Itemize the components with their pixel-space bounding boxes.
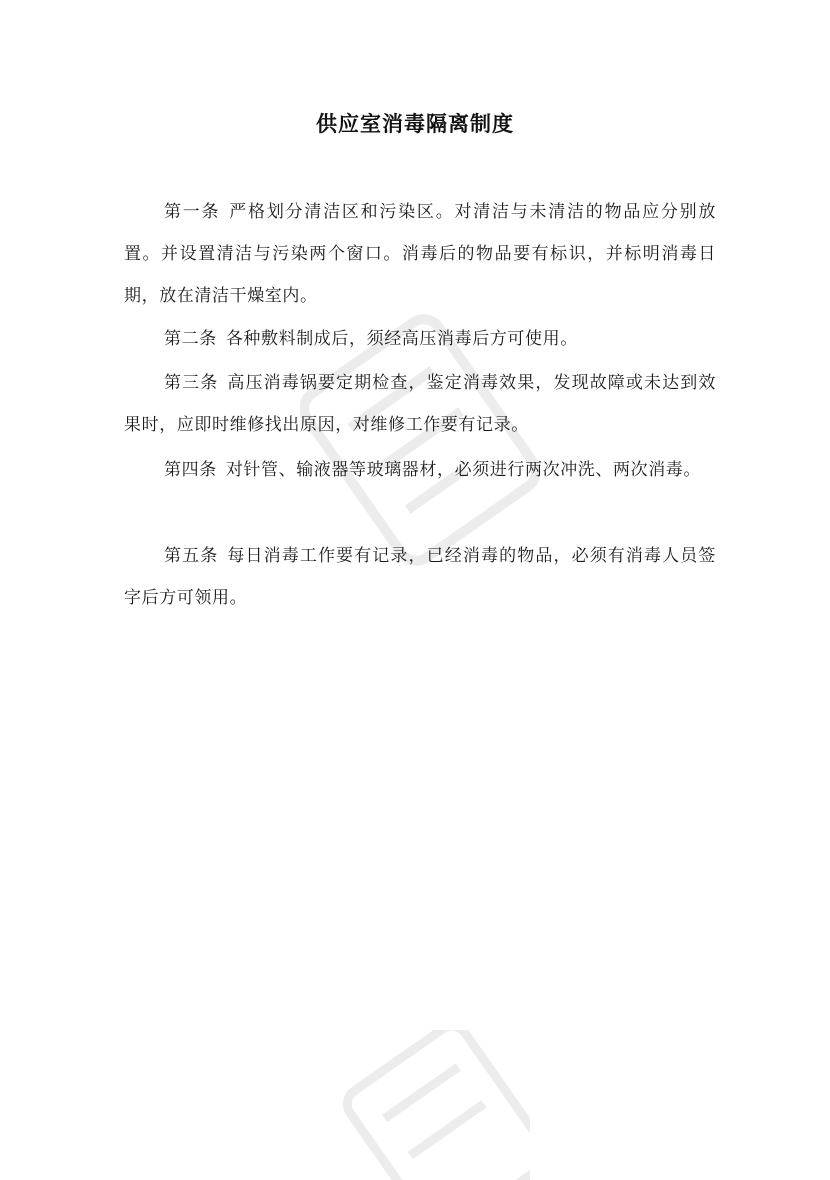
article-text: 每日消毒工作要有记录，已经消毒的物品，必须有消毒人员签字后方可领用。: [124, 546, 716, 608]
article-number: 第一条: [164, 202, 221, 222]
article-text: 严格划分清洁区和污染区。对清洁与未清洁的物品应分别放置。并设置清洁与污染两个窗口。消毒后的物品要有标识，并标明消毒日期，放在清洁干燥室内。: [124, 202, 716, 306]
article-5: [124, 535, 716, 619]
watermark-logo-icon: [330, 1030, 530, 1180]
page-title: 供应室消毒隔离制度: [316, 112, 514, 136]
article-2: [124, 318, 716, 360]
article-1: [124, 191, 716, 317]
article-text: 对针管、输液器等玻璃器材，必须进行两次冲洗、两次消毒。: [225, 460, 702, 480]
article-3: [124, 362, 716, 446]
article-4: [124, 449, 716, 491]
article-number: 第三条: [164, 373, 219, 393]
article-number: 第五条: [164, 546, 219, 566]
article-number: 第四条: [164, 460, 217, 480]
article-text: 高压消毒锅要定期检查，鉴定消毒效果，发现故障或未达到效果时，应即时维修找出原因，对维修工作要有记录。: [124, 373, 716, 435]
article-number: 第二条: [164, 329, 217, 349]
article-text: 各种敷料制成后，须经高压消毒后方可使用。: [225, 329, 578, 349]
